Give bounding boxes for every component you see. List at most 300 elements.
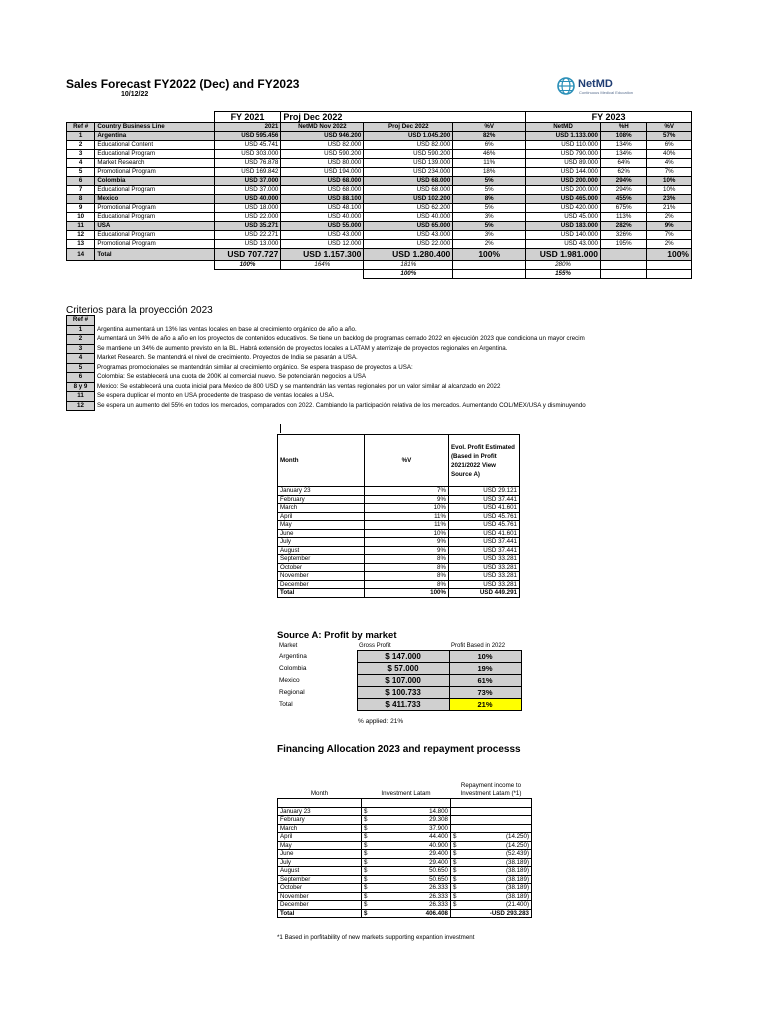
profit-v: 10% [365,529,449,538]
pct1-nov22: 164% [281,261,364,270]
row-h23: 294% [600,177,647,186]
row-ref: 10 [67,213,95,222]
row-v22: 3% [453,213,526,222]
source-a-gross: $ 107.000 [357,675,449,687]
row-name: Promotional Program [95,204,214,213]
logo-subtitle: Continuous Medical Education [579,90,634,95]
row-h23: 108% [600,132,647,141]
source-a-pct: 73% [449,687,521,699]
row-fy21: USD 37.000 [214,186,281,195]
source-a-row [277,663,521,675]
profit-value: USD 41.601 [449,504,520,513]
financing-repayment: (21.400) [459,901,532,910]
financing-row [278,841,532,850]
financing-repayment: (14.250) [459,841,532,850]
row-nov22: USD 68.000 [281,177,364,186]
total-dec22: USD 1.280.400 [364,249,453,261]
row-name: Mexico [95,195,214,204]
criteria-text: Colombia: Se establecerá una cuota de 200K al comercial nuevo. Se potenciarán negocios a USA [97,373,366,380]
source-a-gross: $ 100.733 [357,687,449,699]
financing-investment: 14.800 [370,807,451,816]
forecast-table [66,111,692,279]
row-dec22: USD 68.000 [364,177,453,186]
row-dec22: USD 139.000 [364,159,453,168]
row-h23: 134% [600,150,647,159]
row-v22: 3% [453,231,526,240]
forecast-row [67,132,692,141]
row-fy23: USD 200.000 [526,186,601,195]
row-nov22: USD 68.000 [281,186,364,195]
financing-investment: 26.333 [370,892,451,901]
group-fy2021: FY 2021 [214,112,281,123]
financing-title: Financing Allocation 2023 and repayment processs [277,744,521,755]
row-ref: 11 [67,222,95,231]
criteria-ref: 2 [67,335,95,345]
row-v23: 7% [647,231,692,240]
row-ref: 1 [67,132,95,141]
row-nov22: USD 590.200 [281,150,364,159]
forecast-row [67,204,692,213]
source-a-market: Colombia [279,665,307,672]
criteria-table [66,315,697,411]
financing-spacer-row [278,799,532,808]
financing-investment: 26.333 [370,901,451,910]
profit-row [278,521,520,530]
row-fy23: USD 110.000 [526,141,601,150]
profit-value: USD 37.441 [449,495,520,504]
financing-rep-currency [451,807,459,816]
row-v22: 5% [453,222,526,231]
criteria-row [67,392,697,402]
source-a-gross: $ 411.733 [357,699,449,711]
financing-month: December [278,901,362,910]
financing-rep-currency: $ [451,867,459,876]
source-a-col-gross: Gross Profit [359,643,391,649]
criteria-text: Aumentará un 34% de año a año en los proyectos de contenidos educativos. Se tiene un backlog de programas cerrado 2022 en ejecución 2023 que condiciona un mayor crecim [97,335,585,342]
source-a-market: Regional [279,689,305,696]
forecast-row [67,168,692,177]
row-v22: 6% [453,141,526,150]
forecast-row [67,231,692,240]
profit-row [278,563,520,572]
financing-repayment: (38.189) [459,858,532,867]
profit-v: 7% [365,487,449,496]
profit-row [278,546,520,555]
criteria-text: Argentina aumentará un 13% las ventas locales en base al crecimiento orgánico de año a año. [97,325,357,333]
pct2-dec22: 100% [364,270,453,279]
forecast-column-header-row [67,123,692,132]
source-a-row [277,699,521,711]
col-proj-dec-2022: Proj Dec 2022 [364,123,453,132]
row-h23: 195% [600,240,647,249]
forecast-row [67,240,692,249]
row-v22: 2% [453,240,526,249]
financing-row [278,816,532,825]
financing-col-month: Month [310,790,329,797]
financing-total-investment: 406.408 [370,909,451,918]
profit-value: USD 33.281 [449,563,520,572]
row-ref: 2 [67,141,95,150]
criteria-row [67,373,697,383]
financing-rep-currency: $ [451,901,459,910]
row-nov22: USD 194.000 [281,168,364,177]
criteria-ref: 8 y 9 [67,382,95,392]
row-name: Argentina [95,132,214,141]
profit-month: December [278,580,365,589]
row-fy23: USD 1.133.000 [526,132,601,141]
forecast-row [67,222,692,231]
profit-value: USD 45.761 [449,512,520,521]
financing-row [278,892,532,901]
row-ref: 9 [67,204,95,213]
criteria-text: Se mantiene un 34% de aumento previsto en la BL. Habrá extensión de proyectos locales a LATAM y aterrizaje de proyectos regionales en Argentina. [97,344,508,352]
row-name: Educational Program [95,231,214,240]
source-a-pct: 61% [449,675,521,687]
source-a-pct: 10% [449,651,521,663]
col-netmd-2023: NetMD [526,123,601,132]
profit-value: USD 33.281 [449,580,520,589]
source-a-col-pct: Profit Based in 2022 [451,643,506,649]
pct1-fy21: 100% [214,261,281,270]
financing-month: August [278,867,362,876]
row-fy21: USD 45.741 [214,141,281,150]
forecast-total-row [67,249,692,261]
profit-row [278,580,520,589]
row-h23: 675% [600,204,647,213]
source-a-row [277,651,521,663]
col-v-2023: %V [647,123,692,132]
profit-total-v: 100% [365,589,449,598]
profit-v: 8% [365,555,449,564]
row-fy23: USD 183.000 [526,222,601,231]
forecast-row [67,195,692,204]
row-v23: 4% [647,159,692,168]
financing-inv-currency: $ [362,833,370,842]
row-name: Educational Program [95,213,214,222]
financing-repayment [459,807,532,816]
row-fy21: USD 37.000 [214,177,281,186]
profit-col-v: %V [365,435,449,487]
row-fy21: USD 35.271 [214,222,281,231]
row-dec22: USD 43.000 [364,231,453,240]
row-name: Promotional Program [95,168,214,177]
profit-row [278,487,520,496]
row-v23: 57% [647,132,692,141]
row-fy23: USD 45.000 [526,213,601,222]
row-fy21: USD 13.000 [214,240,281,249]
row-fy23: USD 200.000 [526,177,601,186]
profit-total-label: Total [278,589,365,598]
row-fy23: USD 144.000 [526,168,601,177]
total-v22: 100% [453,249,526,261]
total-h23 [600,249,647,261]
forecast-row [67,213,692,222]
profit-month: July [278,538,365,547]
profit-row [278,512,520,521]
row-v22: 5% [453,186,526,195]
profit-row [278,529,520,538]
financing-row [278,884,532,893]
row-v23: 10% [647,177,692,186]
row-fy21: USD 303.000 [214,150,281,159]
profit-row [278,572,520,581]
row-ref: 5 [67,168,95,177]
financing-footnote: *1 Based in porfitability of new markets supporting expantion investment [277,934,475,941]
profit-col-month: Month [278,435,365,487]
row-nov22: USD 55.000 [281,222,364,231]
row-nov22: USD 43.000 [281,231,364,240]
profit-row [278,538,520,547]
row-v23: 9% [647,222,692,231]
netmd-globe-icon [556,76,576,96]
profit-total-value: USD 449.291 [449,589,520,598]
financing-rep-currency [451,824,459,833]
financing-month: September [278,875,362,884]
financing-month: April [278,833,362,842]
row-fy23: USD 465.000 [526,195,601,204]
row-dec22: USD 1.045.200 [364,132,453,141]
profit-value: USD 41.601 [449,529,520,538]
row-v22: 18% [453,168,526,177]
row-nov22: USD 82.000 [281,141,364,150]
financing-repayment: (14.250) [459,833,532,842]
profit-month: September [278,555,365,564]
applied-percentage: % applied: 21% [358,718,404,725]
source-a-row [277,687,521,699]
criteria-ref-header: Ref # [67,316,95,326]
financing-rep-currency: $ [451,833,459,842]
row-dec22: USD 590.200 [364,150,453,159]
profit-value: USD 33.281 [449,555,520,564]
forecast-group-header-row [67,112,692,123]
financing-repayment: (38.189) [459,875,532,884]
financing-month: July [278,858,362,867]
profit-total-row [278,589,520,598]
forecast-row [67,141,692,150]
profit-row [278,495,520,504]
profit-v: 8% [365,563,449,572]
financing-rep-currency: $ [451,884,459,893]
row-h23: 455% [600,195,647,204]
financing-repayment: (52.439) [459,850,532,859]
financing-investment: 40.900 [370,841,451,850]
row-v22: 82% [453,132,526,141]
row-nov22: USD 40.000 [281,213,364,222]
financing-rep-currency: $ [451,892,459,901]
row-fy21: USD 22.271 [214,231,281,240]
financing-inv-currency: $ [362,858,370,867]
financing-row [278,875,532,884]
financing-total-cur: $ [362,909,370,918]
financing-table [277,762,532,918]
forecast-row [67,159,692,168]
financing-rep-currency: $ [451,875,459,884]
profit-value: USD 33.281 [449,572,520,581]
report-date: 10/12/22 [121,91,149,98]
row-dec22: USD 62.200 [364,204,453,213]
col-nov-2022: NetMD Nov 2022 [281,123,364,132]
row-dec22: USD 40.000 [364,213,453,222]
row-fy23: USD 140.000 [526,231,601,240]
row-v22: 11% [453,159,526,168]
row-dec22: USD 82.000 [364,141,453,150]
row-nov22: USD 88.100 [281,195,364,204]
financing-header-row [278,762,532,799]
row-name: Promotional Program [95,240,214,249]
row-dec22: USD 68.000 [364,186,453,195]
row-ref: 3 [67,150,95,159]
financing-row [278,858,532,867]
row-v22: 8% [453,195,526,204]
forecast-row [67,150,692,159]
row-fy21: USD 76.878 [214,159,281,168]
profit-v: 8% [365,580,449,589]
financing-month: June [278,850,362,859]
profit-month: August [278,546,365,555]
criteria-text: Market Research. Se mantendrá el nivel de crecimiento. Proyectos de India se pasarán a USA. [97,354,358,361]
source-a-market: Total [279,701,293,708]
total-ref: 14 [67,249,95,261]
source-a-row [277,675,521,687]
criteria-row [67,344,697,354]
financing-rep-currency: $ [451,841,459,850]
row-dec22: USD 234.000 [364,168,453,177]
criteria-header-row [67,316,697,326]
profit-month: June [278,529,365,538]
row-fy23: USD 790.000 [526,150,601,159]
financing-repayment: (38.189) [459,892,532,901]
financing-row [278,807,532,816]
row-nov22: USD 946.200 [281,132,364,141]
criteria-row [67,325,697,335]
col-ref: Ref # [67,123,95,132]
page-title: Sales Forecast FY2022 (Dec) and FY2023 [66,77,300,91]
row-nov22: USD 12.000 [281,240,364,249]
row-dec22: USD 102.200 [364,195,453,204]
profit-v: 11% [365,521,449,530]
col-h-2023: %H [600,123,647,132]
financing-inv-currency: $ [362,841,370,850]
criteria-ref: 3 [67,344,95,354]
col-v-2022: %V [453,123,526,132]
financing-col-investment: Investment Latam [381,790,431,797]
row-h23: 62% [600,168,647,177]
row-fy23: USD 89.000 [526,159,601,168]
row-fy21: USD 22.000 [214,213,281,222]
financing-month: February [278,816,362,825]
row-name: Educational Content [95,141,214,150]
financing-repayment: (38.189) [459,867,532,876]
row-dec22: USD 22.000 [364,240,453,249]
row-fy21: USD 40.000 [214,195,281,204]
row-v23: 2% [647,240,692,249]
row-ref: 13 [67,240,95,249]
financing-row [278,824,532,833]
forecast-pct-row-2 [67,270,692,279]
row-v23: 7% [647,168,692,177]
profit-v: 9% [365,538,449,547]
row-ref: 8 [67,195,95,204]
total-fy23: USD 1.981.000 [526,249,601,261]
financing-repayment [459,824,532,833]
criteria-row [67,363,697,373]
col-country: Country Business Line [95,123,214,132]
criteria-ref: 11 [67,392,95,402]
profit-v: 10% [365,504,449,513]
financing-rep-currency: $ [451,858,459,867]
source-a-market: Argentina [279,653,307,660]
group-proj-dec-2022: Proj Dec 2022 [281,112,526,123]
total-v23: 100% [647,249,692,261]
criteria-row [67,401,697,411]
financing-investment: 37.900 [370,824,451,833]
financing-inv-currency: $ [362,867,370,876]
row-h23: 64% [600,159,647,168]
netmd-logo [556,76,642,98]
row-h23: 134% [600,141,647,150]
financing-rep-currency: $ [451,850,459,859]
text-cursor [280,424,281,433]
profit-month: April [278,512,365,521]
financing-repayment: (38.189) [459,884,532,893]
profit-value: USD 29.121 [449,487,520,496]
financing-total-repayment: -USD 293.283 [451,909,532,918]
row-v23: 2% [647,213,692,222]
row-h23: 326% [600,231,647,240]
financing-inv-currency: $ [362,850,370,859]
financing-row [278,833,532,842]
criteria-row [67,335,697,345]
criteria-ref: 1 [67,325,95,335]
source-a-table [277,642,522,711]
source-a-pct: 21% [449,699,521,711]
financing-rep-currency [451,816,459,825]
row-v23: 21% [647,204,692,213]
financing-investment: 29.308 [370,816,451,825]
total-nov22: USD 1.157.300 [281,249,364,261]
profit-v: 9% [365,495,449,504]
criteria-ref: 5 [67,363,95,373]
row-name: Educational Program [95,186,214,195]
row-h23: 113% [600,213,647,222]
profit-v: 9% [365,546,449,555]
financing-inv-currency: $ [362,816,370,825]
criteria-row [67,354,697,364]
row-v23: 6% [647,141,692,150]
profit-col-estimated: Evol. Profit Estimated (Based in Profit 2021/2022 View Source A) [449,435,520,487]
financing-investment: 29.400 [370,858,451,867]
source-a-market: Mexico [279,677,300,684]
row-nov22: USD 48.100 [281,204,364,213]
profit-value: USD 37.441 [449,538,520,547]
financing-investment: 50.650 [370,867,451,876]
financing-inv-currency: $ [362,875,370,884]
financing-inv-currency: $ [362,884,370,893]
financing-total-row [278,909,532,918]
financing-month: March [278,824,362,833]
criteria-title: Criterios para la proyección 2023 [66,305,213,316]
financing-inv-currency: $ [362,901,370,910]
col-2021: 2021 [214,123,281,132]
profit-header-row [278,435,520,487]
source-a-gross: $ 57.000 [357,663,449,675]
logo-text: NetMD [578,78,613,90]
profit-row [278,555,520,564]
source-a-pct: 19% [449,663,521,675]
forecast-pct-row-1 [67,261,692,270]
row-h23: 294% [600,186,647,195]
row-fy23: USD 43.000 [526,240,601,249]
